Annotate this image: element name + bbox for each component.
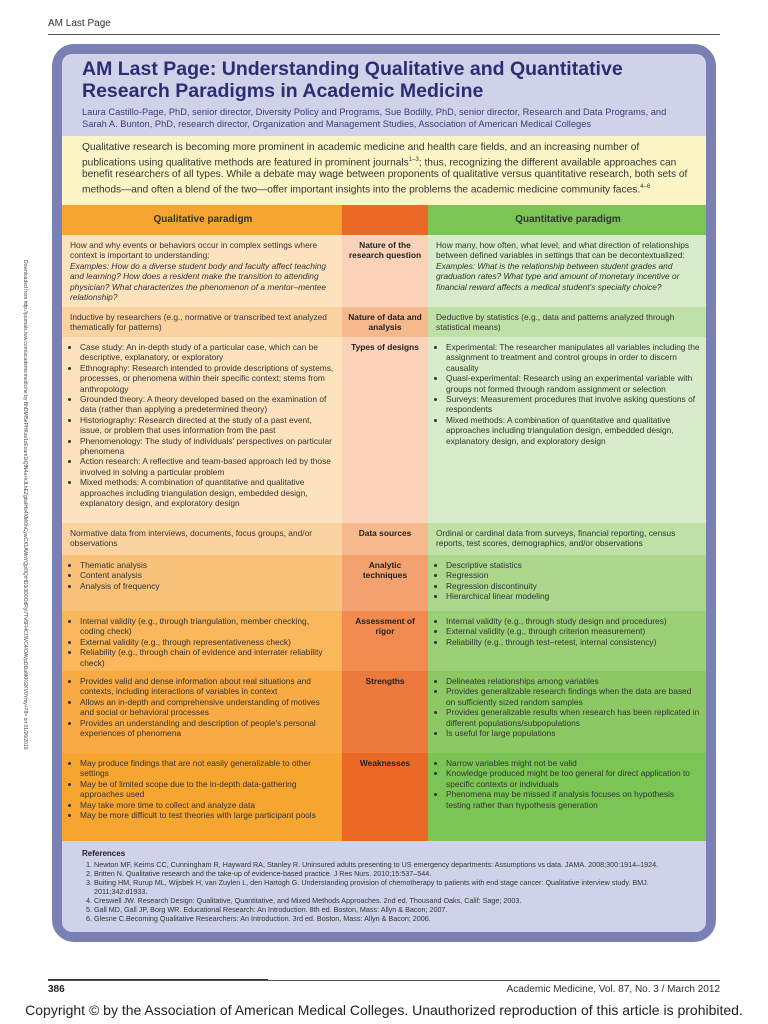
running-head: AM Last Page	[48, 18, 111, 29]
list-item: • Ethnography: Research intended to provide descriptions of systems, processes, or phenomena within their specific context; stems from anthropology	[80, 363, 336, 394]
list-item: • Provides an understanding and description of people's personal experiences of phenomena	[80, 718, 336, 739]
qual-cell: How and why events or behaviors occur in complex settings where context is important to understanding: Examples: How do a diverse student body and faculty affect teaching and learning? How does a resident make the transition to attending physician? What characterizes the phenomenon of a mentor–mentee relationship?	[62, 235, 342, 307]
introduction	[62, 136, 706, 205]
list-item: • Provides valid and dense information about real situations and contexts, including interactions of variables in context	[80, 676, 336, 697]
quant-cell	[428, 753, 706, 841]
table-row-designs	[62, 337, 706, 523]
list-item: • Action research: A reflective and team-based approach led by those involved in solving a particular problem	[80, 456, 336, 477]
list-item: • Regression	[446, 570, 700, 580]
quant-cell	[428, 611, 706, 671]
article-header	[62, 54, 706, 136]
quantitative-header: Quantitative paradigm	[428, 205, 706, 235]
middle-header	[342, 205, 428, 235]
list-item: • Analysis of frequency	[80, 581, 336, 591]
list-item: • Mixed methods: A combination of quantitative and qualitative approaches including triangulation design, embedded design, explanatory design, and exploratory design	[446, 415, 700, 446]
copyright-notice: Copyright © by the Association of American Medical Colleges. Unauthorized reproduction of this article is prohibited.	[25, 1002, 743, 1018]
list-item: • Reliability (e.g., through chain of evidence and interrater reliability check)	[80, 647, 336, 668]
list-item: • Quasi-experimental: Research using an experimental variable with groups not formed through random assignment or selection	[446, 373, 700, 394]
qual-cell	[62, 671, 342, 753]
download-note: Downloaded from http://journals.lww.com/academicmedicine by BhDMf5ePHKav1zEoum1tQfN4a+kJLhEZgbsIHo4XMi0hCywCX1AWnYQp/IlQrHD3i3D0OdRyi7TvSFl4Cf3VC4/OAVpDDa8KKGKV0Ymy+78= on 01/26/2019	[22, 260, 28, 750]
journal-citation: Academic Medicine, Vol. 87, No. 3 / March 2012	[506, 984, 720, 995]
qual-cell: Inductive by researchers (e.g., normative or transcribed text analyzed thematically for patterns)	[62, 307, 342, 337]
page-number: 386	[48, 984, 65, 995]
list-item: • Mixed methods: A combination of quantitative and qualitative approaches including triangulation design, embedded design, explanatory design, and exploratory design	[80, 477, 336, 508]
table-header-row	[62, 205, 706, 235]
intro-text: Qualitative research is becoming more prominent in academic medicine and health care fields, and an increasing number of publications using qualitative methods are featured in prominent journals	[82, 142, 640, 169]
list-item: • Content analysis	[80, 570, 336, 580]
quant-cell: Deductive by statistics (e.g., data and patterns analyzed through statistical means)	[428, 307, 706, 337]
list-item: • May be of limited scope due to the in-depth data-gathering approaches used	[80, 779, 336, 800]
list-item: • May produce findings that are not easily generalizable to other settings	[80, 758, 336, 779]
table-row-data-analysis	[62, 307, 706, 337]
list-item: • Is useful for large populations	[446, 728, 700, 738]
qual-cell	[62, 337, 342, 523]
list-item: • Allows an in-depth and comprehensive understanding of motives and social or behavioral processes	[80, 697, 336, 718]
table-row-analytic	[62, 555, 706, 611]
list-item: • May take more time to collect and analyze data	[80, 800, 336, 810]
row-label: Strengths	[342, 671, 428, 753]
quant-cell: How many, how often, what level, and what direction of relationships between defined variables in settings that can be decontextualized: Examples: What is the relationship between student grades and graduation rates? What type and amount of monetary incentive or financial reward affects a medical student's specialty choice?	[428, 235, 706, 307]
list-item: • Internal validity (e.g., through study design and procedures)	[446, 616, 700, 626]
list-item: • Case study: An in-depth study of a particular case, which can be descriptive, explanatory, or exploratory	[80, 342, 336, 363]
list-item: • May be more difficult to test theories with large participant pools	[80, 810, 336, 820]
reference-item: 6. Glesne C.Becoming Qualitative Researchers: An Introduction. 3rd ed. Boston, Mass: Allyn & Bacon; 2006.	[94, 914, 688, 923]
list-item: • Provides generalizable research findings when the data are based on sufficiently sized random samples	[446, 686, 700, 707]
list-item: • External validity (e.g., through representativeness check)	[80, 637, 336, 647]
row-label: Data sources	[342, 523, 428, 555]
list-item: • Thematic analysis	[80, 560, 336, 570]
quant-cell	[428, 671, 706, 753]
row-label: Types of designs	[342, 337, 428, 523]
list-item: • Grounded theory: A theory developed based on the examination of data (rather than applying a predetermined theory)	[80, 394, 336, 415]
citation-superscript: 1–3	[408, 157, 419, 163]
list-item: • Hierarchical linear modeling	[446, 591, 700, 601]
author-list: Laura Castillo-Page, PhD, senior director, Diversity Policy and Programs, Sue Bodilly, PhD, senior director, Research and Data Programs, and Sarah A. Bunton, PhD, research director, Organization and Management Studies, Association of American Medical Colleges	[82, 107, 667, 129]
table-row-research-question	[62, 235, 706, 307]
list-item: • Experimental: The researcher manipulates all variables including the assignment to treatment and control groups in order to discern causality	[446, 342, 700, 373]
list-item: • Provides generalizable results when research has been replicated in different populations/subpopulations	[446, 707, 700, 728]
list-item: • Delineates relationships among variables	[446, 676, 700, 686]
comparison-table	[62, 205, 706, 841]
reference-item: 1. Newton MF, Keirns CC, Cunningham R, Hayward RA, Stanley R. Uninsured adults presenting to US emergency departments: Assumptions vs data. JAMA. 2008;300:1914–1924.	[94, 860, 688, 869]
list-item: • Historiography: Research directed at the study of a past event, issue, or problem that uses information from the past	[80, 415, 336, 436]
table-row-strengths	[62, 671, 706, 753]
list-item: • Narrow variables might not be valid	[446, 758, 700, 768]
quant-cell: Ordinal or cardinal data from surveys, financial reporting, census reports, test scores, demographics, and/or observations	[428, 523, 706, 555]
list-item: • Knowledge produced might be too general for direct application to specific contexts or individuals	[446, 768, 700, 789]
qual-cell	[62, 753, 342, 841]
table-row-weaknesses	[62, 753, 706, 841]
footer-rule	[48, 980, 720, 981]
qualitative-header: Qualitative paradigm	[62, 205, 342, 235]
row-label: Weaknesses	[342, 753, 428, 841]
references-heading: References	[82, 849, 126, 858]
quant-cell	[428, 555, 706, 611]
list-item: • Descriptive statistics	[446, 560, 700, 570]
list-item: • Reliability (e.g., through test–retest, internal consistency)	[446, 637, 700, 647]
reference-item: 2. Britten N. Qualitative research and the take-up of evidence-based practice. J Res Nurs. 2010;15:537–544.	[94, 869, 688, 878]
list-item: • Phenomena may be missed if analysis focuses on hypothesis testing rather than hypothesis generation	[446, 789, 700, 810]
row-label: Nature of data and analysis	[342, 307, 428, 337]
list-item: • Phenomenology: The study of individuals' perspectives on particular phenomena	[80, 436, 336, 457]
quant-cell	[428, 337, 706, 523]
reference-item: 4. Creswell JW. Research Design: Qualitative, Quantitative, and Mixed Methods Approaches. 2nd ed. Thousand Oaks, Calif: Sage; 2003.	[94, 896, 688, 905]
table-row-data-sources	[62, 523, 706, 555]
row-label: Assessment of rigor	[342, 611, 428, 671]
list-item: • Internal validity (e.g., through triangulation, member checking, coding check)	[80, 616, 336, 637]
qual-cell	[62, 611, 342, 671]
intro-text-cont: ; thus, recognizing the different available approaches can benefit researchers of all types. While a debate may wage between proponents of qualitative versus quantitative research, both sets of methods—and often a blend of the two—offer important insights into the problems the academic medicine community faces.	[82, 157, 688, 196]
qual-cell	[62, 555, 342, 611]
row-label: Nature of the research question	[342, 235, 428, 307]
article-title: AM Last Page: Understanding Qualitative and Quantitative Research Paradigms in Academic Medicine	[82, 58, 623, 102]
citation-superscript: 4–6	[640, 184, 651, 191]
reference-item: 5. Gall MD, Gall JP, Borg WR. Educational Research: An Introduction. 8th ed. Boston, Mass: Allyn & Bacon; 2007.	[94, 905, 688, 914]
article-panel	[62, 54, 706, 932]
qual-cell: Normative data from interviews, documents, focus groups, and/or observations	[62, 523, 342, 555]
list-item: • Surveys: Measurement procedures that involve asking questions of respondents	[446, 394, 700, 415]
references	[62, 841, 706, 927]
list-item: • External validity (e.g., through criterion measurement)	[446, 626, 700, 636]
row-label: Analytic techniques	[342, 555, 428, 611]
reference-item: 3. Buiting HM, Rurup ML, Wijsbek H, van Zuylen L, den Hartogh G. Understanding provision of chemotherapy to patients with end stage cancer: Qualitative interview study. BMJ. 2011;342:d1933.	[94, 878, 688, 896]
list-item: • Regression discontinuity	[446, 581, 700, 591]
table-row-rigor	[62, 611, 706, 671]
top-rule	[48, 34, 720, 35]
